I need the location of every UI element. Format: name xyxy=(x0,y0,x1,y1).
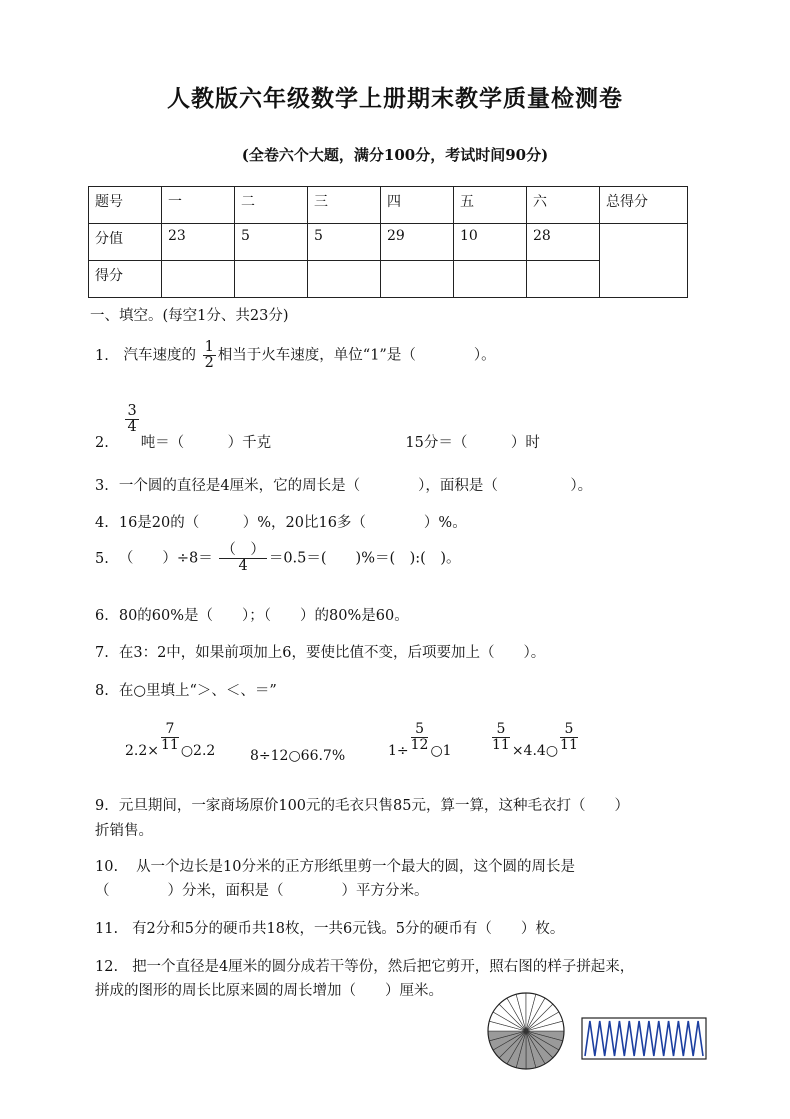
question-2 xyxy=(95,404,540,452)
question-1 xyxy=(95,340,496,371)
score-table xyxy=(88,186,688,298)
question-text: 80的60%是（ ）；（ ）的80%是60。 xyxy=(118,608,409,624)
divided-circle-figure xyxy=(485,990,567,1072)
question-number: 9. xyxy=(95,798,109,814)
table-row xyxy=(89,224,688,261)
question-text: 从一个边长是10分米的正方形纸里剪一个最大的圆，这个圆的周长是 xyxy=(136,859,576,875)
question-number: 11. xyxy=(95,921,119,937)
question-4 xyxy=(95,511,467,532)
question-9-continued: 折销售。 xyxy=(95,823,153,839)
question-12 xyxy=(95,955,634,976)
numerator: 5 xyxy=(411,722,429,738)
table-cell: 二 xyxy=(235,187,308,224)
expression: ○2.2 xyxy=(180,743,216,760)
question-9 xyxy=(95,794,629,815)
question-3 xyxy=(95,474,592,495)
page-title: 人教版六年级数学上册期末教学质量检测卷 xyxy=(167,86,623,112)
table-cell: 5 xyxy=(235,224,308,261)
table-cell: 23 xyxy=(162,224,235,261)
comparison-3 xyxy=(388,722,452,759)
question-text: 吨＝（ ）千克 xyxy=(140,435,272,452)
denominator: 4 xyxy=(127,419,137,436)
comparison-4 xyxy=(490,722,580,759)
question-number: 2. xyxy=(95,435,109,452)
question-text: 相当于火车速度，单位“1”是（ ）。 xyxy=(217,347,496,364)
question-text: 在○里填上“＞、＜、＝” xyxy=(118,683,277,699)
expression: 2.2× xyxy=(125,743,159,760)
numerator: 1 xyxy=(204,339,214,355)
question-number: 7. xyxy=(95,645,109,661)
fraction xyxy=(161,722,179,752)
question-12-continued: 拼成的图形的周长比原来圆的周长增加（ ）厘米。 xyxy=(95,983,443,999)
question-10 xyxy=(95,855,575,876)
question-10-continued: （ ）分米，面积是（ ）平方分米。 xyxy=(95,883,429,899)
fraction xyxy=(411,722,429,752)
question-text: 16是20的（ ）%，20比16多（ ）%。 xyxy=(118,515,467,531)
numerator: 5 xyxy=(492,722,510,738)
exam-subtitle: (全卷六个大题，满分100分，考试时间90分) xyxy=(241,146,549,164)
score-input-cell[interactable] xyxy=(527,261,600,298)
question-6 xyxy=(95,604,409,625)
total-score-cell[interactable] xyxy=(600,224,688,298)
table-cell: 四 xyxy=(381,187,454,224)
table-cell: 29 xyxy=(381,224,454,261)
comparison-1 xyxy=(125,722,215,759)
fraction xyxy=(219,543,267,574)
question-7 xyxy=(95,641,545,662)
question-number: 12. xyxy=(95,959,119,975)
table-cell: 10 xyxy=(454,224,527,261)
question-text: ＝0.5＝( )%＝( ):( )。 xyxy=(268,550,461,567)
table-cell: 总得分 xyxy=(600,187,688,224)
comparison-2: 8÷12○66.7% xyxy=(250,748,346,764)
numerator: 3 xyxy=(127,403,137,419)
question-text: 一个圆的直径是4厘米，它的周长是（ ），面积是（ ）。 xyxy=(118,478,593,494)
fraction xyxy=(492,722,510,752)
score-input-cell[interactable] xyxy=(381,261,454,298)
table-row xyxy=(89,187,688,224)
question-text: （ ）÷8＝ xyxy=(118,550,213,567)
question-11 xyxy=(95,917,564,938)
table-cell: 题号 xyxy=(89,187,162,224)
question-number: 6. xyxy=(95,608,109,624)
score-input-cell[interactable] xyxy=(162,261,235,298)
question-text: 汽车速度的 xyxy=(123,347,196,364)
fraction xyxy=(560,722,578,752)
numerator: 5 xyxy=(560,722,578,738)
score-input-cell[interactable] xyxy=(454,261,527,298)
numerator: （ ） xyxy=(221,542,265,558)
denominator: 11 xyxy=(161,736,179,753)
table-cell: 28 xyxy=(527,224,600,261)
fraction xyxy=(203,340,216,371)
numerator: 7 xyxy=(161,722,179,738)
score-input-cell[interactable] xyxy=(308,261,381,298)
denominator: 12 xyxy=(410,736,429,753)
question-text: 把一个直径是4厘米的圆分成若干等份，然后把它剪开，照右图的样子拼起来， xyxy=(132,959,635,975)
question-text: 15分＝（ ）时 xyxy=(405,435,540,452)
question-number: 3. xyxy=(95,478,109,494)
table-cell: 六 xyxy=(527,187,600,224)
denominator: 4 xyxy=(238,558,248,575)
question-5 xyxy=(95,543,461,574)
table-cell: 5 xyxy=(308,224,381,261)
table-cell: 分值 xyxy=(89,224,162,261)
rearranged-rectangle-figure xyxy=(581,1017,707,1060)
table-row xyxy=(89,261,688,298)
section-heading: 一、填空。(每空1分、共23分) xyxy=(90,308,289,324)
question-text: 有2分和5分的硬币共18枚，一共6元钱。5分的硬币有（ ）枚。 xyxy=(132,921,565,937)
question-text: 元旦期间，一家商场原价100元的毛衣只售85元，算一算，这种毛衣打（ ） xyxy=(118,798,629,814)
question-8 xyxy=(95,679,277,700)
table-cell: 五 xyxy=(454,187,527,224)
denominator: 2 xyxy=(204,355,214,372)
question-number: 8. xyxy=(95,683,109,699)
question-number: 5. xyxy=(95,550,109,567)
table-cell: 得分 xyxy=(89,261,162,298)
score-input-cell[interactable] xyxy=(235,261,308,298)
table-cell: 三 xyxy=(308,187,381,224)
expression: ×4.4○ xyxy=(511,743,559,760)
expression: 1÷ xyxy=(388,743,409,760)
fraction xyxy=(125,404,138,435)
question-number: 10. xyxy=(95,859,119,875)
expression: ○1 xyxy=(430,743,452,760)
denominator: 11 xyxy=(560,736,578,753)
question-text: 在3：2中，如果前项加上6，要使比值不变，后项要加上（ ）。 xyxy=(118,645,546,661)
question-number: 4. xyxy=(95,515,109,531)
table-cell: 一 xyxy=(162,187,235,224)
question-number: 1. xyxy=(95,347,109,364)
denominator: 11 xyxy=(492,736,510,753)
